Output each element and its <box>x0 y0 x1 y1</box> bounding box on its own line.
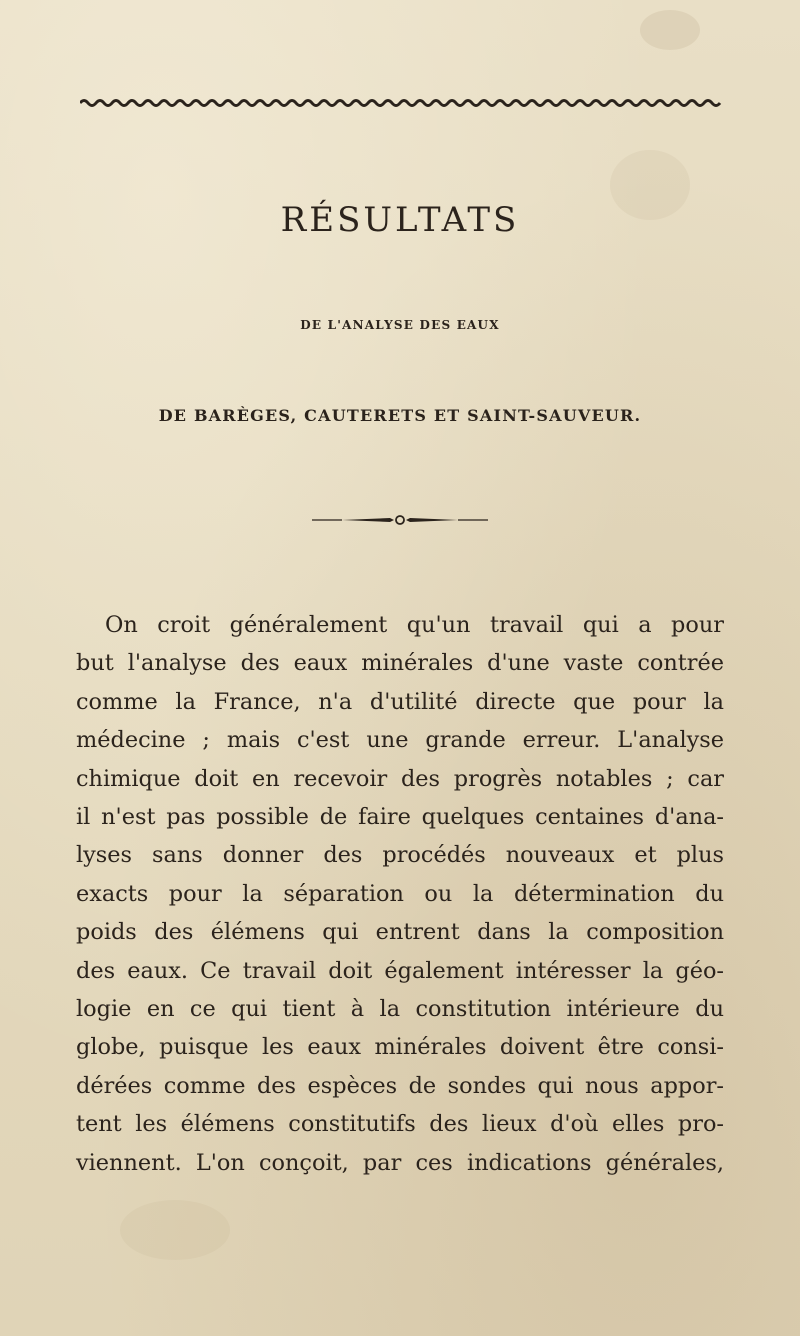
text-line: globe, puisque les eaux minérales doivent être consi- <box>76 1034 724 1061</box>
text-line: chimique doit en recevoir des progrès notables ; car <box>76 765 724 792</box>
page-subtitle-places: DE BARÈGES, CAUTERETS ET SAINT-SAUVEUR. <box>158 406 642 425</box>
paper-stain <box>120 1200 230 1260</box>
text-line: lyses sans donner des procédés nouveaux et plus <box>76 842 724 869</box>
text-line: médecine ; mais c'est une grande erreur. L'analyse <box>76 727 724 754</box>
text-line: exacts pour la séparation ou la détermination du <box>76 880 724 907</box>
text-line: comme la France, n'a d'utilité directe que pour la <box>76 688 724 715</box>
page-subtitle: DE L'ANALYSE DES EAUX <box>300 318 500 332</box>
body-paragraph <box>76 606 724 1182</box>
text-line: but l'analyse des eaux minérales d'une vaste contrée <box>76 650 724 677</box>
text-line: logie en ce qui tient à la constitution intérieure du <box>76 996 724 1023</box>
text-line: poids des élémens qui entrent dans la composition <box>76 919 724 946</box>
page-title: RÉSULTATS <box>280 200 520 240</box>
text-line: il n'est pas possible de faire quelques centaines d'ana- <box>76 804 724 831</box>
text-line: viennent. L'on conçoit, par ces indications générales, <box>76 1149 724 1176</box>
decorative-top-rule <box>80 97 724 109</box>
text-line: des eaux. Ce travail doit également intéresser la géo- <box>76 957 724 984</box>
section-ornament <box>312 510 488 530</box>
text-line: tent les élémens constitutifs des lieux d'où elles pro- <box>76 1111 724 1138</box>
paper-stain <box>640 10 700 50</box>
text-line: dérées comme des espèces de sondes qui nous appor- <box>76 1072 724 1099</box>
text-line: On croit généralement qu'un travail qui a pour <box>105 612 724 638</box>
